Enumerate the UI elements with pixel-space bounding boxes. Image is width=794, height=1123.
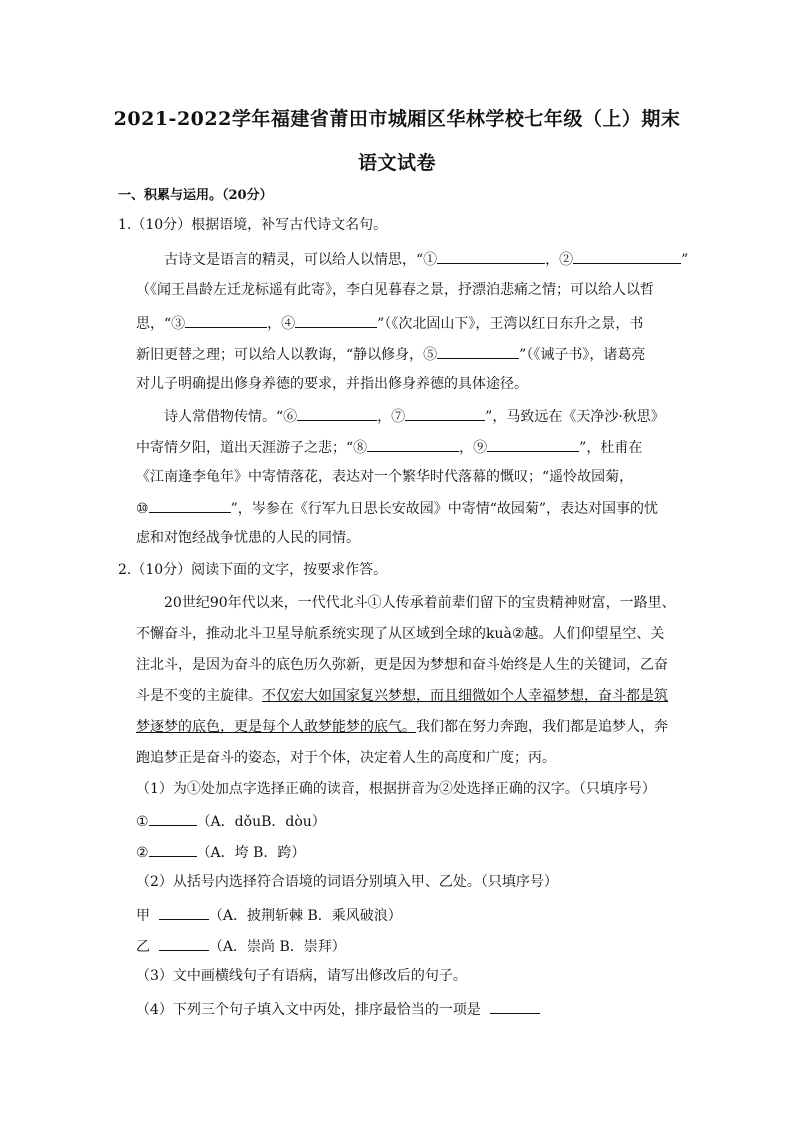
text: ”（《诫子书》，诸葛亮 [519, 347, 646, 363]
answer-blank [159, 935, 209, 951]
blank-8 [367, 436, 459, 452]
text: ，② [545, 252, 574, 268]
blank-1 [437, 248, 545, 264]
answer-blank [490, 998, 540, 1014]
text: ，⑦ [377, 409, 406, 425]
q1-p1-line4 [136, 343, 645, 365]
q1-p2-line1 [164, 405, 665, 427]
answer-blank [149, 841, 197, 857]
answer-blank [159, 904, 209, 920]
text: ” [681, 252, 689, 268]
q1-p2-line2 [136, 436, 642, 458]
q1-stem: 1.（10分）根据语境，补写古代诗文名句。 [118, 217, 388, 233]
text: 诗人常借物传情。“⑥ [164, 409, 298, 425]
text: ”，岑参在《行军九日思长安故园》中寄情“故园菊”，表达对国事的忧 [230, 501, 659, 517]
blank-10 [149, 497, 231, 513]
text: ”，马致远在《天净沙·秋思》 [485, 409, 665, 425]
text: ”，杜甫在 [579, 440, 643, 456]
q2-stem: 2.（10分）阅读下面的文字，按要求作答。 [118, 562, 388, 578]
q2-sub2-a [136, 904, 402, 926]
text: ”（《次北固山下》，王湾以红日东升之景，书 [377, 316, 644, 332]
q1-p2-line3: 《江南逢李龟年》中寄情落花，表达对一个繁华时代落幕的慨叹；“遥怜故园菊， [136, 469, 634, 485]
blank-7 [405, 405, 485, 421]
underlined-sentence: 梦逐梦的底色，更是每个人敢梦能梦的底气。 [136, 719, 416, 735]
q2-sub1: （1）为①处加点字选择正确的读音，根据拼音为②处选择正确的汉字。（只填序号） [136, 781, 656, 797]
exam-title-line1: 2021-2022学年福建省莆田市城厢区华林学校七年级（上）期末 [113, 108, 681, 130]
underlined-sentence: 不仅宏大如国家复兴梦想，而且细微如个人幸福梦想，奋斗都是筑 [262, 688, 668, 704]
section-heading: 一、积累与运用。（20分） [118, 188, 273, 203]
text: （A．垮 B．跨） [196, 845, 306, 861]
text: ⑩ [136, 501, 149, 517]
q2-para-line4 [136, 686, 668, 706]
q1-p1-line5: 对儿子明确提出修身养德的要求，并指出修身养德的具体途径。 [136, 376, 528, 392]
answer-blank [149, 810, 197, 826]
q2-para-line5 [136, 717, 668, 737]
q1-p2-line5: 虑和对饱经战争忧患的人民的同情。 [136, 530, 360, 546]
q2-sub2: （2）从括号内选择符合语境的词语分别填入甲、乙处。（只填序号） [136, 874, 558, 890]
q1-p1-line2: （《闻王昌龄左迁龙标遥有此寄》，李白见暮春之景，抒漂泊悲痛之情；可以给人以哲 [136, 282, 654, 298]
blank-2 [573, 248, 681, 264]
exam-title-line2: 语文试卷 [357, 152, 436, 174]
blank-9 [487, 436, 579, 452]
q1-p2-line4 [136, 497, 658, 519]
text: ，⑨ [459, 440, 488, 456]
text: （4）下列三个句子填入文中丙处，排序最恰当的一项是 [136, 1002, 481, 1018]
blank-4 [295, 312, 377, 328]
q2-sub3: （3）文中画横线句子有语病，请写出修改后的句子。 [136, 968, 467, 984]
q2-sub1-a [136, 810, 326, 832]
q2-para-line2: 不懈奋斗，推动北斗卫星导航系统实现了从区域到全球的kuà②越。人们仰望星空、关 [136, 626, 665, 642]
text: 中寄情夕阳，道出天涯游子之悲；“⑧ [136, 440, 368, 456]
text: 乙 [136, 939, 150, 955]
q2-para-line1: 20世纪90年代以来，一代代北斗①人传承着前辈们留下的宝贵精神财富，一路里、 [164, 595, 676, 611]
text: ，④ [267, 316, 296, 332]
text: ② [136, 845, 149, 861]
q1-p1-line3 [136, 312, 643, 334]
q2-sub2-b [136, 935, 346, 957]
q2-para-line6: 跑追梦正是奋斗的姿态，对于个体，决定着人生的高度和广度；丙。 [136, 750, 556, 766]
text: 古诗文是语言的精灵，可以给人以情思，“① [164, 252, 438, 268]
text: （A．dǒuB．dòu） [196, 814, 326, 830]
text: 思，“③ [136, 316, 186, 332]
text: 我们都在努力奔跑，我们都是追梦人，奔 [416, 719, 668, 735]
text: ① [136, 814, 149, 830]
text: 新旧更替之理；可以给人以教诲，“静以修身，⑤ [136, 347, 438, 363]
q2-sub1-b [136, 841, 305, 863]
blank-6 [297, 405, 377, 421]
q1-p1-line1 [164, 248, 688, 270]
text: 斗是不变的主旋律。 [136, 688, 262, 704]
text: （A．崇尚 B．崇拜） [208, 939, 346, 955]
q2-sub4 [136, 998, 540, 1020]
blank-5 [437, 343, 519, 359]
text: 甲 [136, 908, 150, 924]
text: （A．披荆斩棘 B．乘风破浪） [208, 908, 402, 924]
q2-para-line3: 注北斗，是因为奋斗的底色历久弥新，更是因为梦想和奋斗始终是人生的关键词，乙奋 [136, 657, 668, 673]
blank-3 [185, 312, 267, 328]
